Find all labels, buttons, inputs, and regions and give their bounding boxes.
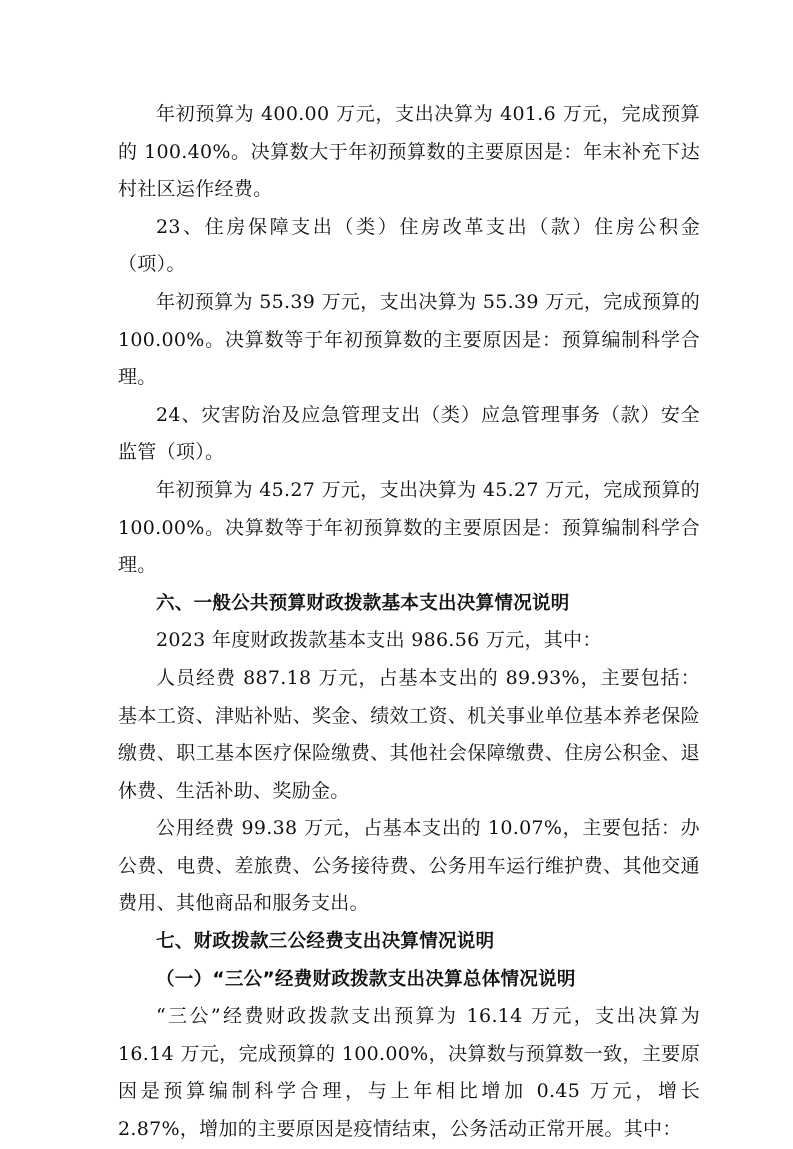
subsection-heading-1: （一）“三公”经费财政拨款支出决算总体情况说明 [156,968,576,990]
paragraph-item-23: 23、住房保障支出（类）住房改革支出（款）住房公积金（项）。 [118,215,700,276]
paragraph-three-public-expenses: “三公”经费财政拨款支出预算为 16.14 万元，支出决算为 16.14 万元，完成预算的 100.00%，决算数与预算数一致，主要原因是预算编制科学合理，与上年相比增加 0.45 万元，增长 2.87%，增加的主要原因是疫情结束，公务活动正常开展。其中： [118,1005,700,1141]
document-body [118,96,700,1149]
paragraph-budget-55-39: 年初预算为 55.39 万元，支出决算为 55.39 万元，完成预算的 100.00%。决算数等于年初预算数的主要原因是：预算编制科学合理。 [118,290,700,389]
paragraph-item-24: 24、灾害防治及应急管理支出（类）应急管理事务（款）安全监管（项）。 [118,403,700,464]
paragraph-public-expenses: 公用经费 99.38 万元，占基本支出的 10.07%，主要包括：办公费、电费、差旅费、公务接待费、公务用车运行维护费、其他交通费用、其他商品和服务支出。 [118,817,700,915]
section-heading-7: 七、财政拨款三公经费支出决算情况说明 [156,931,495,953]
paragraph-budget-400: 年初预算为 400.00 万元，支出决算为 401.6 万元，完成预算的 100.40%。决算数大于年初预算数的主要原因是：年末补充下达村社区运作经费。 [118,103,700,201]
section-heading-6: 六、一般公共预算财政拨款基本支出决算情况说明 [156,592,570,614]
paragraph-basic-expenditure: 2023 年度财政拨款基本支出 986.56 万元，其中： [156,629,602,652]
paragraph-budget-45-27: 年初预算为 45.27 万元，支出决算为 45.27 万元，完成预算的 100.00%。决算数等于年初预算数的主要原因是：预算编制科学合理。 [118,478,700,577]
paragraph-personnel-expenses: 人员经费 887.18 万元，占基本支出的 89.93%，主要包括：基本工资、津贴补贴、奖金、绩效工资、机关事业单位基本养老保险缴费、职工基本医疗保险缴费、其他社会保障缴费、住房公积金、退休费、生活补助、奖励金。 [118,666,700,802]
